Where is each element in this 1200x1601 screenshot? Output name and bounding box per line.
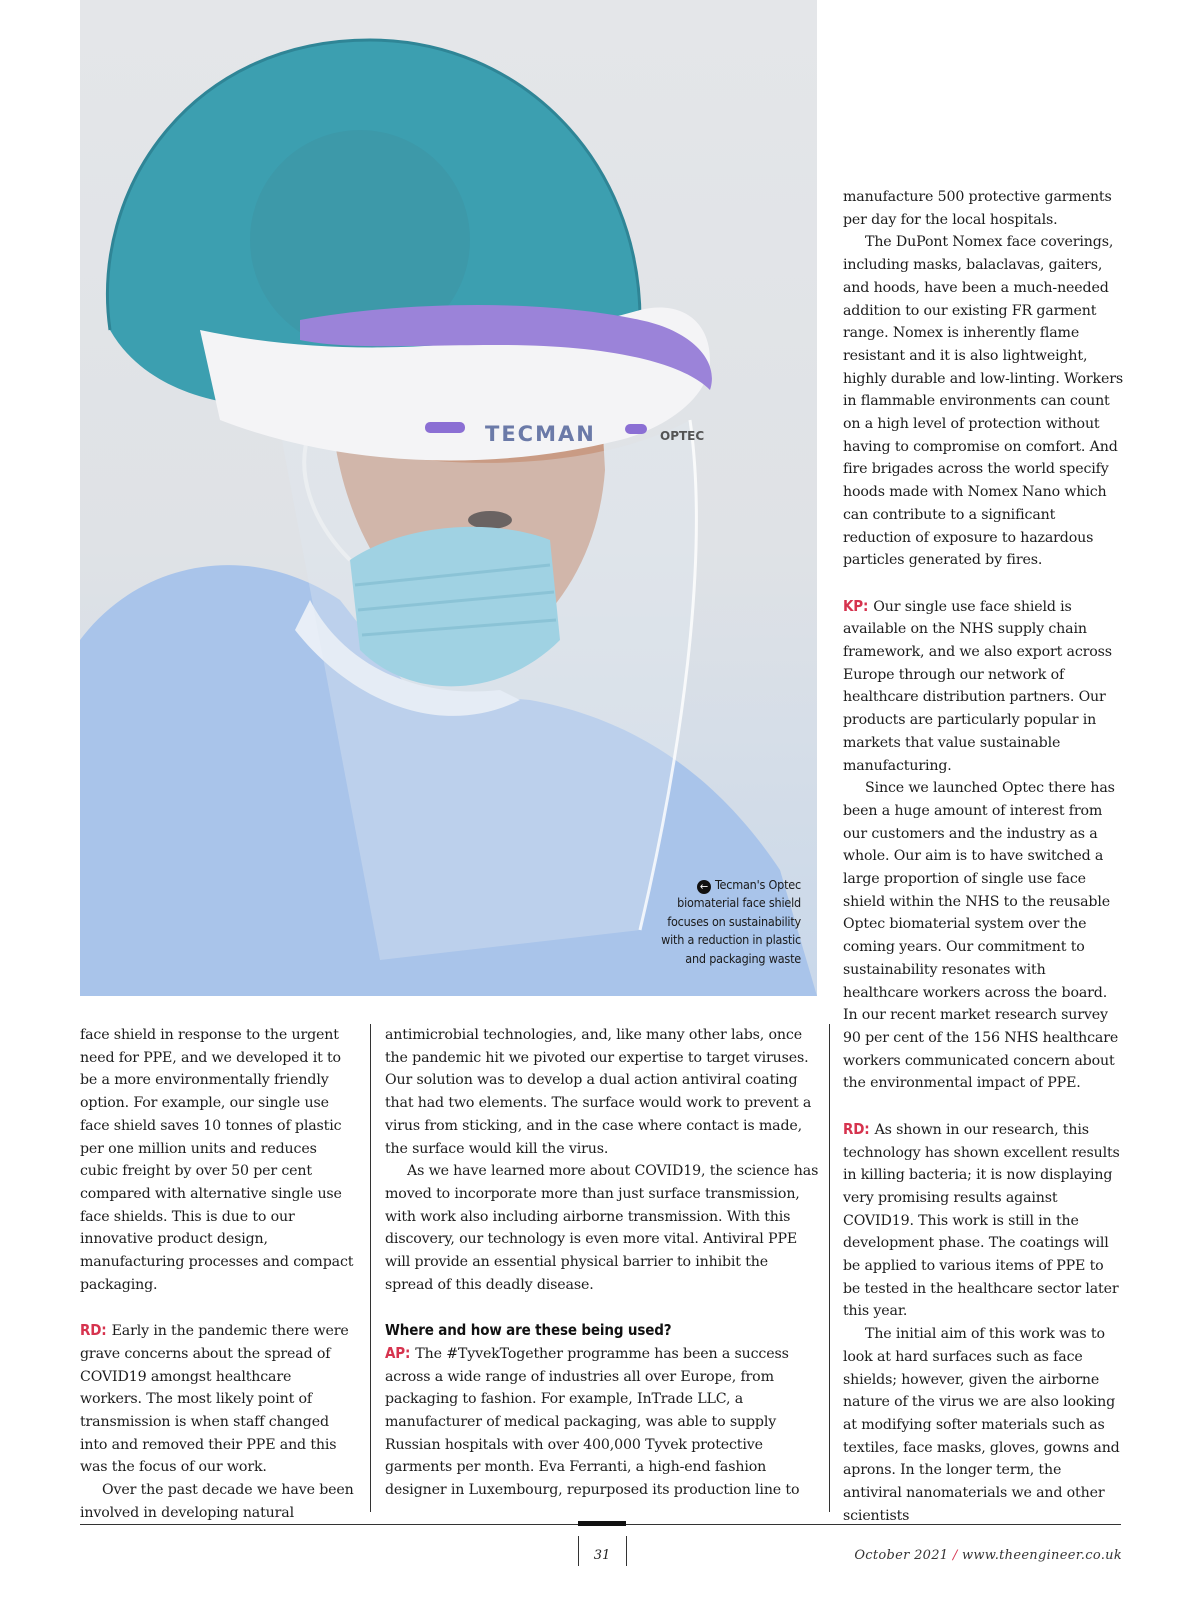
article-column-2 [385, 1024, 819, 1502]
paragraph [80, 1319, 355, 1479]
page-number-divider [626, 1536, 627, 1566]
paragraph: Since we launched Optec there has been a huge amount of interest from our customers and the industry as a whole. Our aim is to have switched a large proportion of single use face shield within the NHS to the reusable Optec biomaterial system over the coming years. Our commitment to sustainability resonates with healthcare workers across the board. In our recent market research survey 90 per cent of the 156 NHS healthcare workers communicated concern about the environmental impact of PPE. [843, 780, 1119, 1092]
caption-line-text: Tecman's Optec [714, 876, 801, 892]
section-subheading: Where and how are these being used? [385, 1321, 672, 1340]
footer-tab-marker [578, 1521, 626, 1526]
paragraph [843, 595, 1123, 778]
paragraph-text: Early in the pandemic there were grave concerns about the spread of COVID19 amongst healthcare workers. The most likely point of transmission is when staff changed into and removed their PPE and this was the focus of our work. [80, 1323, 349, 1476]
column-divider [370, 1024, 371, 1512]
caption-line [581, 876, 801, 895]
paragraph: manufacture 500 protective garments per day for the local hospitals. [843, 189, 1112, 228]
speaker-tag: AP: [385, 1343, 411, 1362]
photo-caption [581, 876, 801, 969]
paragraph: Over the past decade we have been involved in developing natural [80, 1482, 354, 1521]
speaker-tag: KP: [843, 596, 869, 615]
paragraph-text: Our single use face shield is available on the NHS supply chain framework, and we also export across Europe through our network of healthcare distribution partners. Our products are particularly popular in markets that value sustainable manufacturing. [843, 598, 1112, 774]
footer-credit [854, 1548, 1122, 1563]
tecman-logo-text: TECMAN [485, 422, 596, 446]
caption-line: focuses on sustainability [667, 913, 801, 929]
footer-separator: / [952, 1548, 958, 1563]
paragraph [843, 1118, 1123, 1323]
paragraph: The DuPont Nomex face coverings, including masks, balaclavas, gaiters, and hoods, have been a much-needed addition to our existing FR garment range. Nomex is inherently flame resistant and it is also lightweight, highly durable and low-linting. Workers in flammable environments can count on a high level of protection without having to compromise on comfort. And fire brigades across the world specify hoods made with Nomex Nano which can contribute to a significant reduction of exposure to hazardous particles generated by fires. [843, 234, 1123, 569]
caption-line: and packaging waste [685, 950, 801, 966]
paragraph-text: As shown in our research, this technology has shown excellent results in killing bacteria; it is now displaying very promising results against COVID19. This work is still in the development phase. The coatings will be applied to various items of PPE to be tested in the healthcare sector later this year. [843, 1121, 1120, 1320]
caption-line: with a reduction in plastic [661, 932, 801, 947]
paragraph: The initial aim of this work was to look at hard surfaces such as face shields; however, given the airborne nature of the virus we are also looking at modifying softer materials such as textiles, face masks, gloves, gowns and aprons. In the longer term, the antiviral nanomaterials we and other scientists [843, 1326, 1120, 1524]
website-link[interactable]: www.theengineer.co.uk [961, 1548, 1122, 1563]
caption-line: biomaterial face shield [677, 895, 801, 910]
article-column-1 [80, 1024, 355, 1524]
paragraph: As we have learned more about COVID19, the science has moved to incorporate more than just surface transmission, with work also including airborne transmission. With this discovery, our technology is even more vital. Antiviral PPE will provide an essential physical barrier to inhibit the spread of this deadly disease. [385, 1163, 819, 1293]
paragraph: face shield in response to the urgent need for PPE, and we developed it to be a more environmentally friendly option. For example, our single use face shield saves 10 tonnes of plastic per one million units and reduces cubic freight by over 50 per cent compared with alternative single use face shields. This is due to our innovative product design, manufacturing processes and compact packaging. [80, 1027, 354, 1293]
paragraph [385, 1342, 819, 1502]
speaker-tag: RD: [843, 1119, 870, 1138]
arrow-left-icon: ← [697, 880, 711, 894]
paragraph-text: The #TyvekTogether programme has been a success across a wide range of industries all over Europe, from packaging to fashion. For example, InTrade LLC, a manufacturer of medical packaging, was able to supply Russian hospitals with over 400,000 Tyvek protective garments per month. Eva Ferranti, a high-end fashion designer in Luxembourg, repurposed its production line to [385, 1345, 800, 1499]
column-divider [829, 1024, 830, 1512]
photo-illustration [80, 0, 817, 996]
issue-date: October 2021 [854, 1548, 949, 1563]
face-shield-photo [80, 0, 817, 996]
article-column-3 [843, 186, 1123, 1527]
speaker-tag: RD: [80, 1321, 107, 1340]
page-number: 31 [593, 1548, 611, 1563]
optec-logo-text: OPTEC [660, 429, 705, 443]
paragraph: antimicrobial technologies, and, like many other labs, once the pandemic hit we pivoted our expertise to target viruses. Our solution was to develop a dual action antiviral coating that had two elements. The surface would work to prevent a virus from sticking, and in the case where contact is made, the surface would kill the virus. [385, 1027, 812, 1157]
